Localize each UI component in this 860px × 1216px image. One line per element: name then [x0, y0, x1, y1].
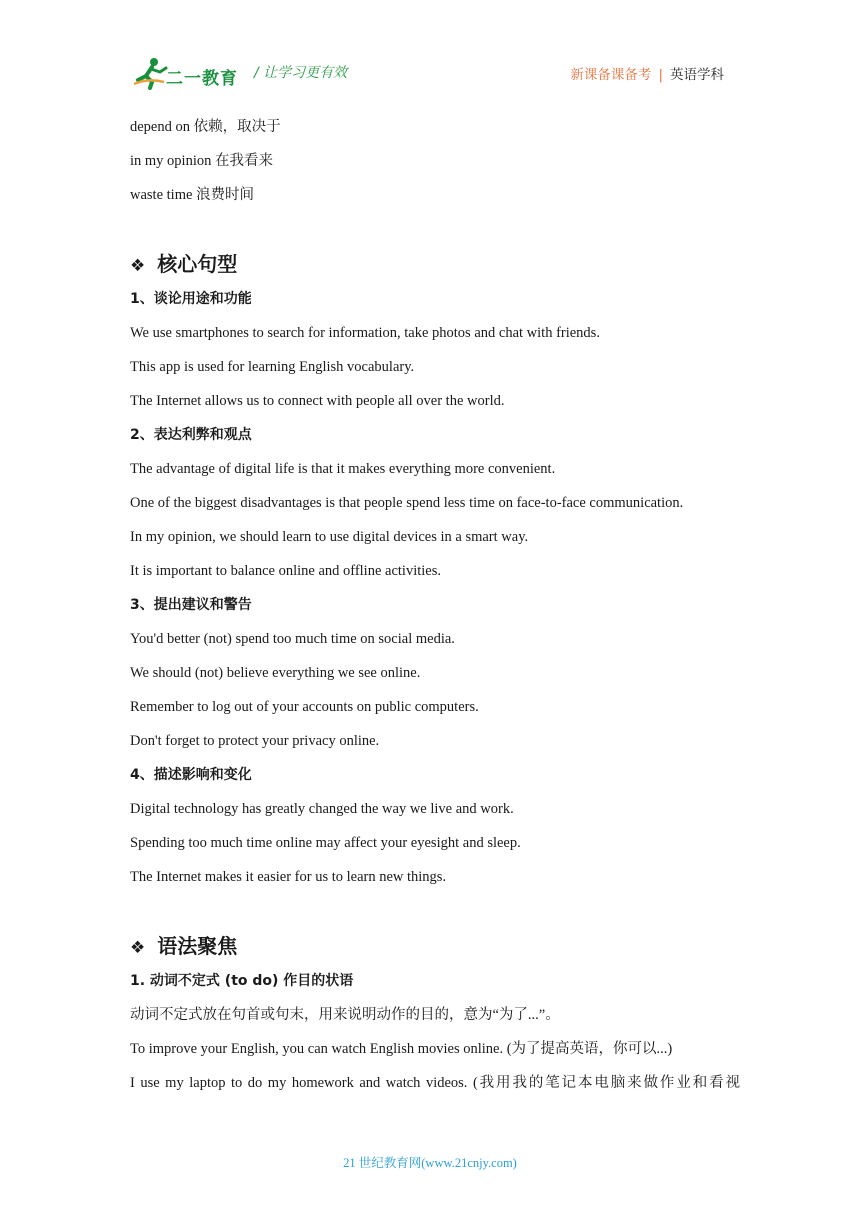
- sentence-line: This app is used for learning English vocabulary.: [130, 359, 415, 375]
- sentence-line: We should (not) believe everything we see online.: [130, 665, 421, 681]
- diamond-bullet-icon: ❖: [130, 256, 146, 276]
- group-heading: 1、谈论用途和功能: [130, 291, 252, 307]
- section-title: [130, 932, 740, 960]
- brand-name: 二一教育: [166, 69, 238, 89]
- page-footer: 21 世纪教育网(www.21cnjy.com): [343, 1156, 517, 1170]
- phrase-line: in my opinion 在我看来: [130, 153, 273, 169]
- section-title-text: 核心句型: [157, 252, 238, 276]
- group-heading: 3、提出建议和警告: [130, 597, 252, 613]
- grammar-line: 动词不定式放在句首或句末，用来说明动作的目的，意为“为了...”。: [130, 1007, 560, 1023]
- sentence-line: Don't forget to protect your privacy online.: [130, 733, 380, 749]
- phrase-line: waste time 浪费时间: [130, 187, 255, 203]
- sentence-line: The Internet makes it easier for us to learn new things.: [130, 869, 447, 885]
- grammar-line: To improve your English, you can watch English movies online. (为了提高英语，你可以...): [130, 1041, 673, 1057]
- sentence-line: Digital technology has greatly changed the way we live and work.: [130, 801, 514, 817]
- slogan: / 让学习更有效: [254, 65, 348, 81]
- document-body: [130, 110, 740, 1100]
- page-header: [130, 56, 730, 90]
- phrase-line: depend on 依赖，取决于: [130, 119, 281, 135]
- sentence-line: It is important to balance online and offline activities.: [130, 563, 441, 579]
- sentence-line: One of the biggest disadvantages is that people spend less time on face-to-face communication.: [130, 495, 684, 511]
- grammar-heading: 1. 动词不定式 (to do) 作目的状语: [130, 973, 354, 989]
- header-subject: [570, 63, 724, 83]
- header-subject-label: 英语学科: [670, 67, 724, 83]
- runner-logo-icon: [130, 56, 170, 90]
- sentence-line: You'd better (not) spend too much time on social media.: [130, 631, 455, 647]
- section-title: [130, 250, 740, 278]
- section-title-text: 语法聚焦: [157, 934, 238, 958]
- sentence-line: The advantage of digital life is that it makes everything more convenient.: [130, 461, 556, 477]
- grammar-line: I use my laptop to do my homework and watch videos. (我用我的笔记本电脑来做作业和看视: [130, 1075, 740, 1091]
- group-heading: 2、表达利弊和观点: [130, 427, 252, 443]
- header-course-label: 新课备课备考: [570, 67, 652, 83]
- diamond-bullet-icon: ❖: [130, 938, 146, 958]
- sentence-line: The Internet allows us to connect with people all over the world.: [130, 393, 505, 409]
- sentence-line: In my opinion, we should learn to use digital devices in a smart way.: [130, 529, 529, 545]
- logo: [130, 56, 240, 90]
- sentence-line: Spending too much time online may affect your eyesight and sleep.: [130, 835, 521, 851]
- header-separator: |: [658, 67, 663, 83]
- sentence-line: We use smartphones to search for information, take photos and chat with friends.: [130, 325, 600, 341]
- group-heading: 4、描述影响和变化: [130, 767, 252, 783]
- sentence-line: Remember to log out of your accounts on public computers.: [130, 699, 479, 715]
